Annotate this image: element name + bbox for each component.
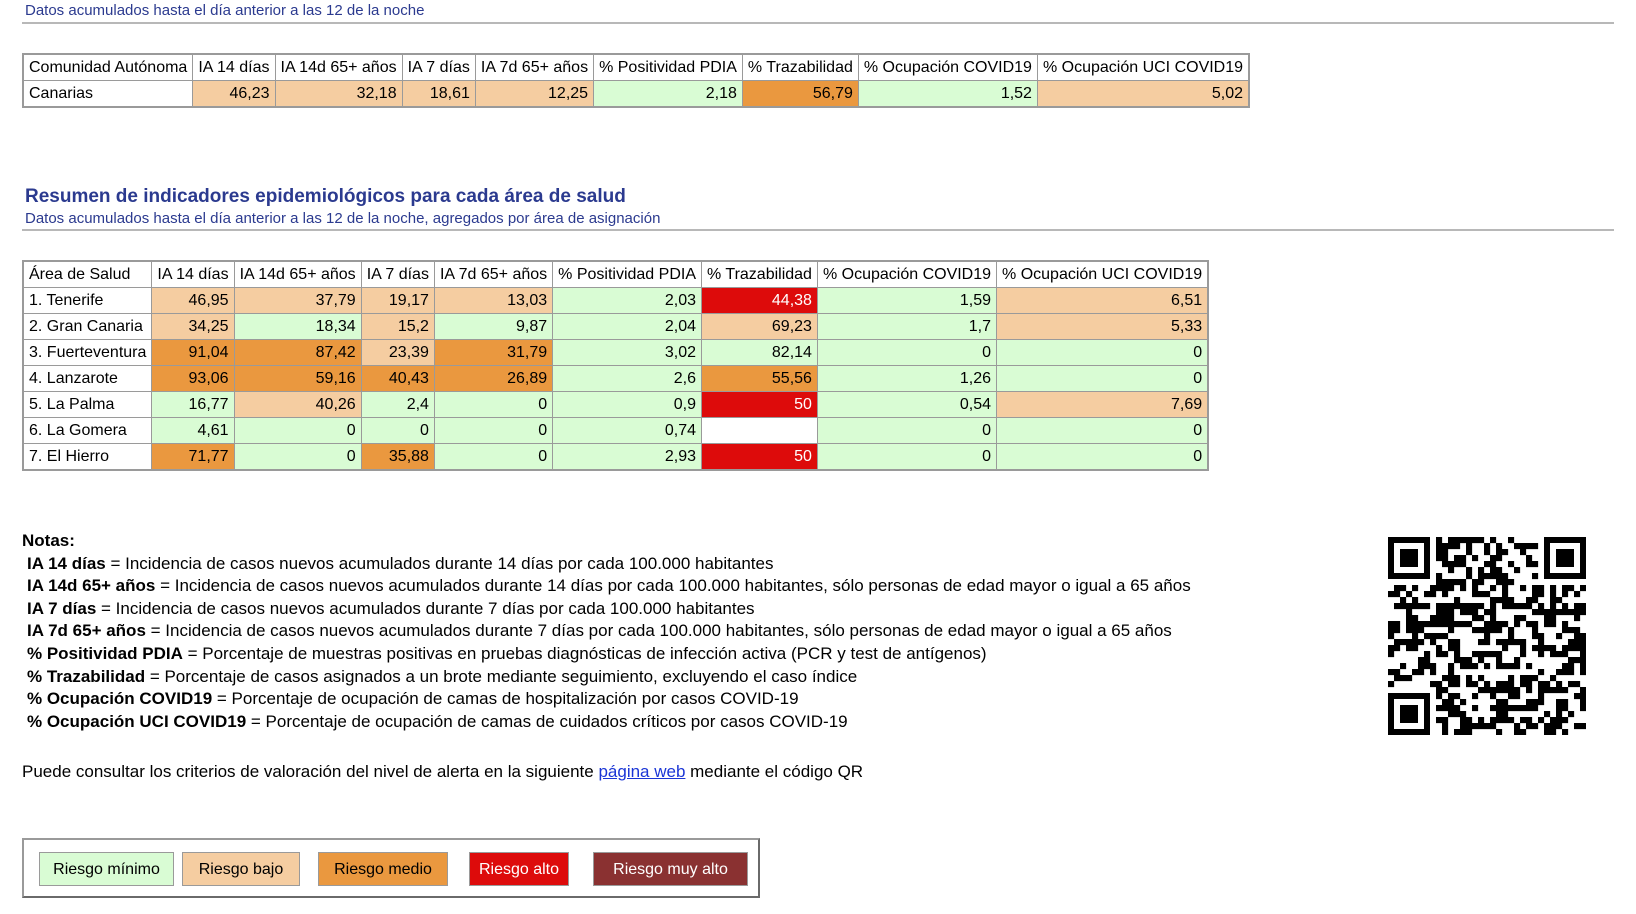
column-header: IA 7 días: [402, 54, 475, 81]
table-cell: [702, 418, 818, 444]
note-definition: = Porcentaje de casos asignados a un brote mediante seguimiento, excluyendo el caso índice: [145, 666, 858, 686]
table-cell: 26,89: [434, 366, 552, 392]
table-cell: 82,14: [702, 340, 818, 366]
table-cell: 71,77: [152, 444, 234, 471]
table-cell: 0: [434, 444, 552, 471]
table-cell: 40,26: [234, 392, 361, 418]
table-cell: 40,43: [361, 366, 434, 392]
row-label: 5. La Palma: [23, 392, 152, 418]
table-cell: 1,52: [858, 81, 1037, 108]
table-cell: 44,38: [702, 288, 818, 314]
note-item: [22, 598, 1342, 621]
table-cell: 18,34: [234, 314, 361, 340]
table-cell: 23,39: [361, 340, 434, 366]
table-cell: 13,03: [434, 288, 552, 314]
table-cell: 46,23: [193, 81, 275, 108]
note-item: [22, 575, 1342, 598]
table-cell: 19,17: [361, 288, 434, 314]
table-cell: 0,74: [553, 418, 702, 444]
note-definition: = Incidencia de casos nuevos acumulados durante 7 días por cada 100.000 habitantes, sólo personas de edad mayor o igual a 65 años: [145, 621, 1172, 641]
note-definition: = Incidencia de casos nuevos acumulados durante 14 días por cada 100.000 habitantes: [105, 553, 774, 573]
table-row: [23, 81, 1249, 108]
table-cell: 18,61: [402, 81, 475, 108]
top-divider: [22, 22, 1614, 24]
row-label: Canarias: [23, 81, 193, 108]
table-cell: 32,18: [275, 81, 402, 108]
note-term: % Positividad PDIA: [27, 643, 183, 663]
table-cell: 50: [702, 392, 818, 418]
column-header: IA 7 días: [361, 261, 434, 288]
table-cell: 7,69: [997, 392, 1209, 418]
consult-text: [22, 762, 863, 782]
table-cell: 56,79: [742, 81, 858, 108]
risk-legend: [22, 838, 760, 898]
table-cell: 0: [997, 418, 1209, 444]
table-cell: 0: [234, 444, 361, 471]
notes-section: [22, 530, 1342, 733]
note-term: % Ocupación COVID19: [27, 689, 213, 709]
health-area-table: [22, 260, 1209, 471]
table-cell: 0: [817, 418, 996, 444]
table-cell: 3,02: [553, 340, 702, 366]
consult-text-before: Puede consultar los criterios de valoración del nivel de alerta en la siguiente: [22, 762, 599, 781]
table-row: [23, 288, 1208, 314]
row-label: 1. Tenerife: [23, 288, 152, 314]
table-cell: 91,04: [152, 340, 234, 366]
column-header: IA 7d 65+ años: [434, 261, 552, 288]
note-term: IA 14d 65+ años: [27, 576, 156, 596]
table-cell: 9,87: [434, 314, 552, 340]
area-section-subtitle: Datos acumulados hasta el día anterior a las 12 de la noche, agregados por área de asignación: [25, 210, 661, 227]
legend-item-alto: Riesgo alto: [469, 852, 569, 886]
table-cell: 2,93: [553, 444, 702, 471]
table-cell: 2,4: [361, 392, 434, 418]
table-row: [23, 340, 1208, 366]
table-cell: 5,33: [997, 314, 1209, 340]
table-cell: 0: [997, 444, 1209, 471]
web-page-link[interactable]: página web: [598, 762, 686, 781]
legend-item-bajo: Riesgo bajo: [182, 852, 300, 886]
column-header: IA 7d 65+ años: [475, 54, 593, 81]
column-header: % Ocupación COVID19: [858, 54, 1037, 81]
column-header: IA 14d 65+ años: [275, 54, 402, 81]
column-header: % Trazabilidad: [702, 261, 818, 288]
column-header: Área de Salud: [23, 261, 152, 288]
table-cell: 6,51: [997, 288, 1209, 314]
table-cell: 2,03: [553, 288, 702, 314]
note-definition: = Porcentaje de muestras positivas en pruebas diagnósticas de infección activa (PCR y test de antígenos): [182, 643, 987, 663]
table-cell: 12,25: [475, 81, 593, 108]
column-header: IA 14 días: [152, 261, 234, 288]
table-cell: 0: [434, 418, 552, 444]
legend-item-muyalto: Riesgo muy alto: [593, 852, 748, 886]
note-item: [22, 711, 1342, 734]
column-header: % Positividad PDIA: [594, 54, 743, 81]
top-subtitle: Datos acumulados hasta el día anterior a las 12 de la noche: [25, 2, 425, 19]
column-header: % Positividad PDIA: [553, 261, 702, 288]
table-cell: 93,06: [152, 366, 234, 392]
table-cell: 55,56: [702, 366, 818, 392]
community-summary-table: [22, 53, 1250, 108]
consult-text-after: mediante el código QR: [685, 762, 864, 781]
table-cell: 0: [997, 366, 1209, 392]
column-header: IA 14d 65+ años: [234, 261, 361, 288]
row-label: 3. Fuerteventura: [23, 340, 152, 366]
column-header: % Ocupación COVID19: [817, 261, 996, 288]
table-cell: 31,79: [434, 340, 552, 366]
table-cell: 0,54: [817, 392, 996, 418]
table-cell: 0,9: [553, 392, 702, 418]
table-cell: 4,61: [152, 418, 234, 444]
note-item: [22, 643, 1342, 666]
table-cell: 2,18: [594, 81, 743, 108]
row-label: 4. Lanzarote: [23, 366, 152, 392]
table-row: [23, 444, 1208, 471]
table-cell: 1,26: [817, 366, 996, 392]
table-cell: 2,04: [553, 314, 702, 340]
table-row: [23, 366, 1208, 392]
table-cell: 69,23: [702, 314, 818, 340]
note-term: % Trazabilidad: [27, 666, 146, 686]
note-item: [22, 620, 1342, 643]
table-header-row: [23, 54, 1249, 81]
note-term: IA 7d 65+ años: [27, 621, 146, 641]
row-label: 2. Gran Canaria: [23, 314, 152, 340]
legend-item-medio: Riesgo medio: [318, 852, 448, 886]
column-header: IA 14 días: [193, 54, 275, 81]
table-cell: 59,16: [234, 366, 361, 392]
table-cell: 0: [234, 418, 361, 444]
table-cell: 34,25: [152, 314, 234, 340]
table-cell: 0: [817, 340, 996, 366]
notes-heading: Notas:: [22, 531, 75, 550]
note-definition: = Incidencia de casos nuevos acumulados durante 14 días por cada 100.000 habitantes, sólo personas de edad mayor o igual a 65 años: [155, 576, 1191, 596]
table-row: [23, 392, 1208, 418]
area-divider: [22, 229, 1614, 231]
table-cell: 0: [434, 392, 552, 418]
table-header-row: [23, 261, 1208, 288]
table-cell: 1,59: [817, 288, 996, 314]
column-header: % Ocupación UCI COVID19: [997, 261, 1209, 288]
table-cell: 16,77: [152, 392, 234, 418]
table-cell: 87,42: [234, 340, 361, 366]
qr-code-icon[interactable]: [1388, 537, 1586, 735]
row-label: 7. El Hierro: [23, 444, 152, 471]
column-header: Comunidad Autónoma: [23, 54, 193, 81]
legend-item-minimo: Riesgo mínimo: [39, 852, 174, 886]
table-cell: 37,79: [234, 288, 361, 314]
table-cell: 0: [361, 418, 434, 444]
area-section-title: Resumen de indicadores epidemiológicos para cada área de salud: [25, 186, 626, 207]
table-cell: 35,88: [361, 444, 434, 471]
column-header: % Ocupación UCI COVID19: [1037, 54, 1249, 81]
note-item: [22, 666, 1342, 689]
note-term: IA 7 días: [27, 598, 97, 618]
note-term: IA 14 días: [27, 553, 106, 573]
note-definition: = Incidencia de casos nuevos acumulados durante 7 días por cada 100.000 habitantes: [96, 598, 755, 618]
table-cell: 5,02: [1037, 81, 1249, 108]
table-cell: 0: [817, 444, 996, 471]
notes-list: [22, 553, 1342, 734]
note-definition: = Porcentaje de ocupación de camas de cuidados críticos por casos COVID-19: [246, 711, 848, 731]
note-item: [22, 688, 1342, 711]
row-label: 6. La Gomera: [23, 418, 152, 444]
note-item: [22, 553, 1342, 576]
column-header: % Trazabilidad: [742, 54, 858, 81]
table-row: [23, 418, 1208, 444]
table-cell: 50: [702, 444, 818, 471]
table-cell: 1,7: [817, 314, 996, 340]
note-definition: = Porcentaje de ocupación de camas de hospitalización por casos COVID-19: [212, 689, 799, 709]
table-row: [23, 314, 1208, 340]
table-cell: 2,6: [553, 366, 702, 392]
table-cell: 15,2: [361, 314, 434, 340]
table-cell: 46,95: [152, 288, 234, 314]
table-cell: 0: [997, 340, 1209, 366]
note-term: % Ocupación UCI COVID19: [27, 711, 247, 731]
